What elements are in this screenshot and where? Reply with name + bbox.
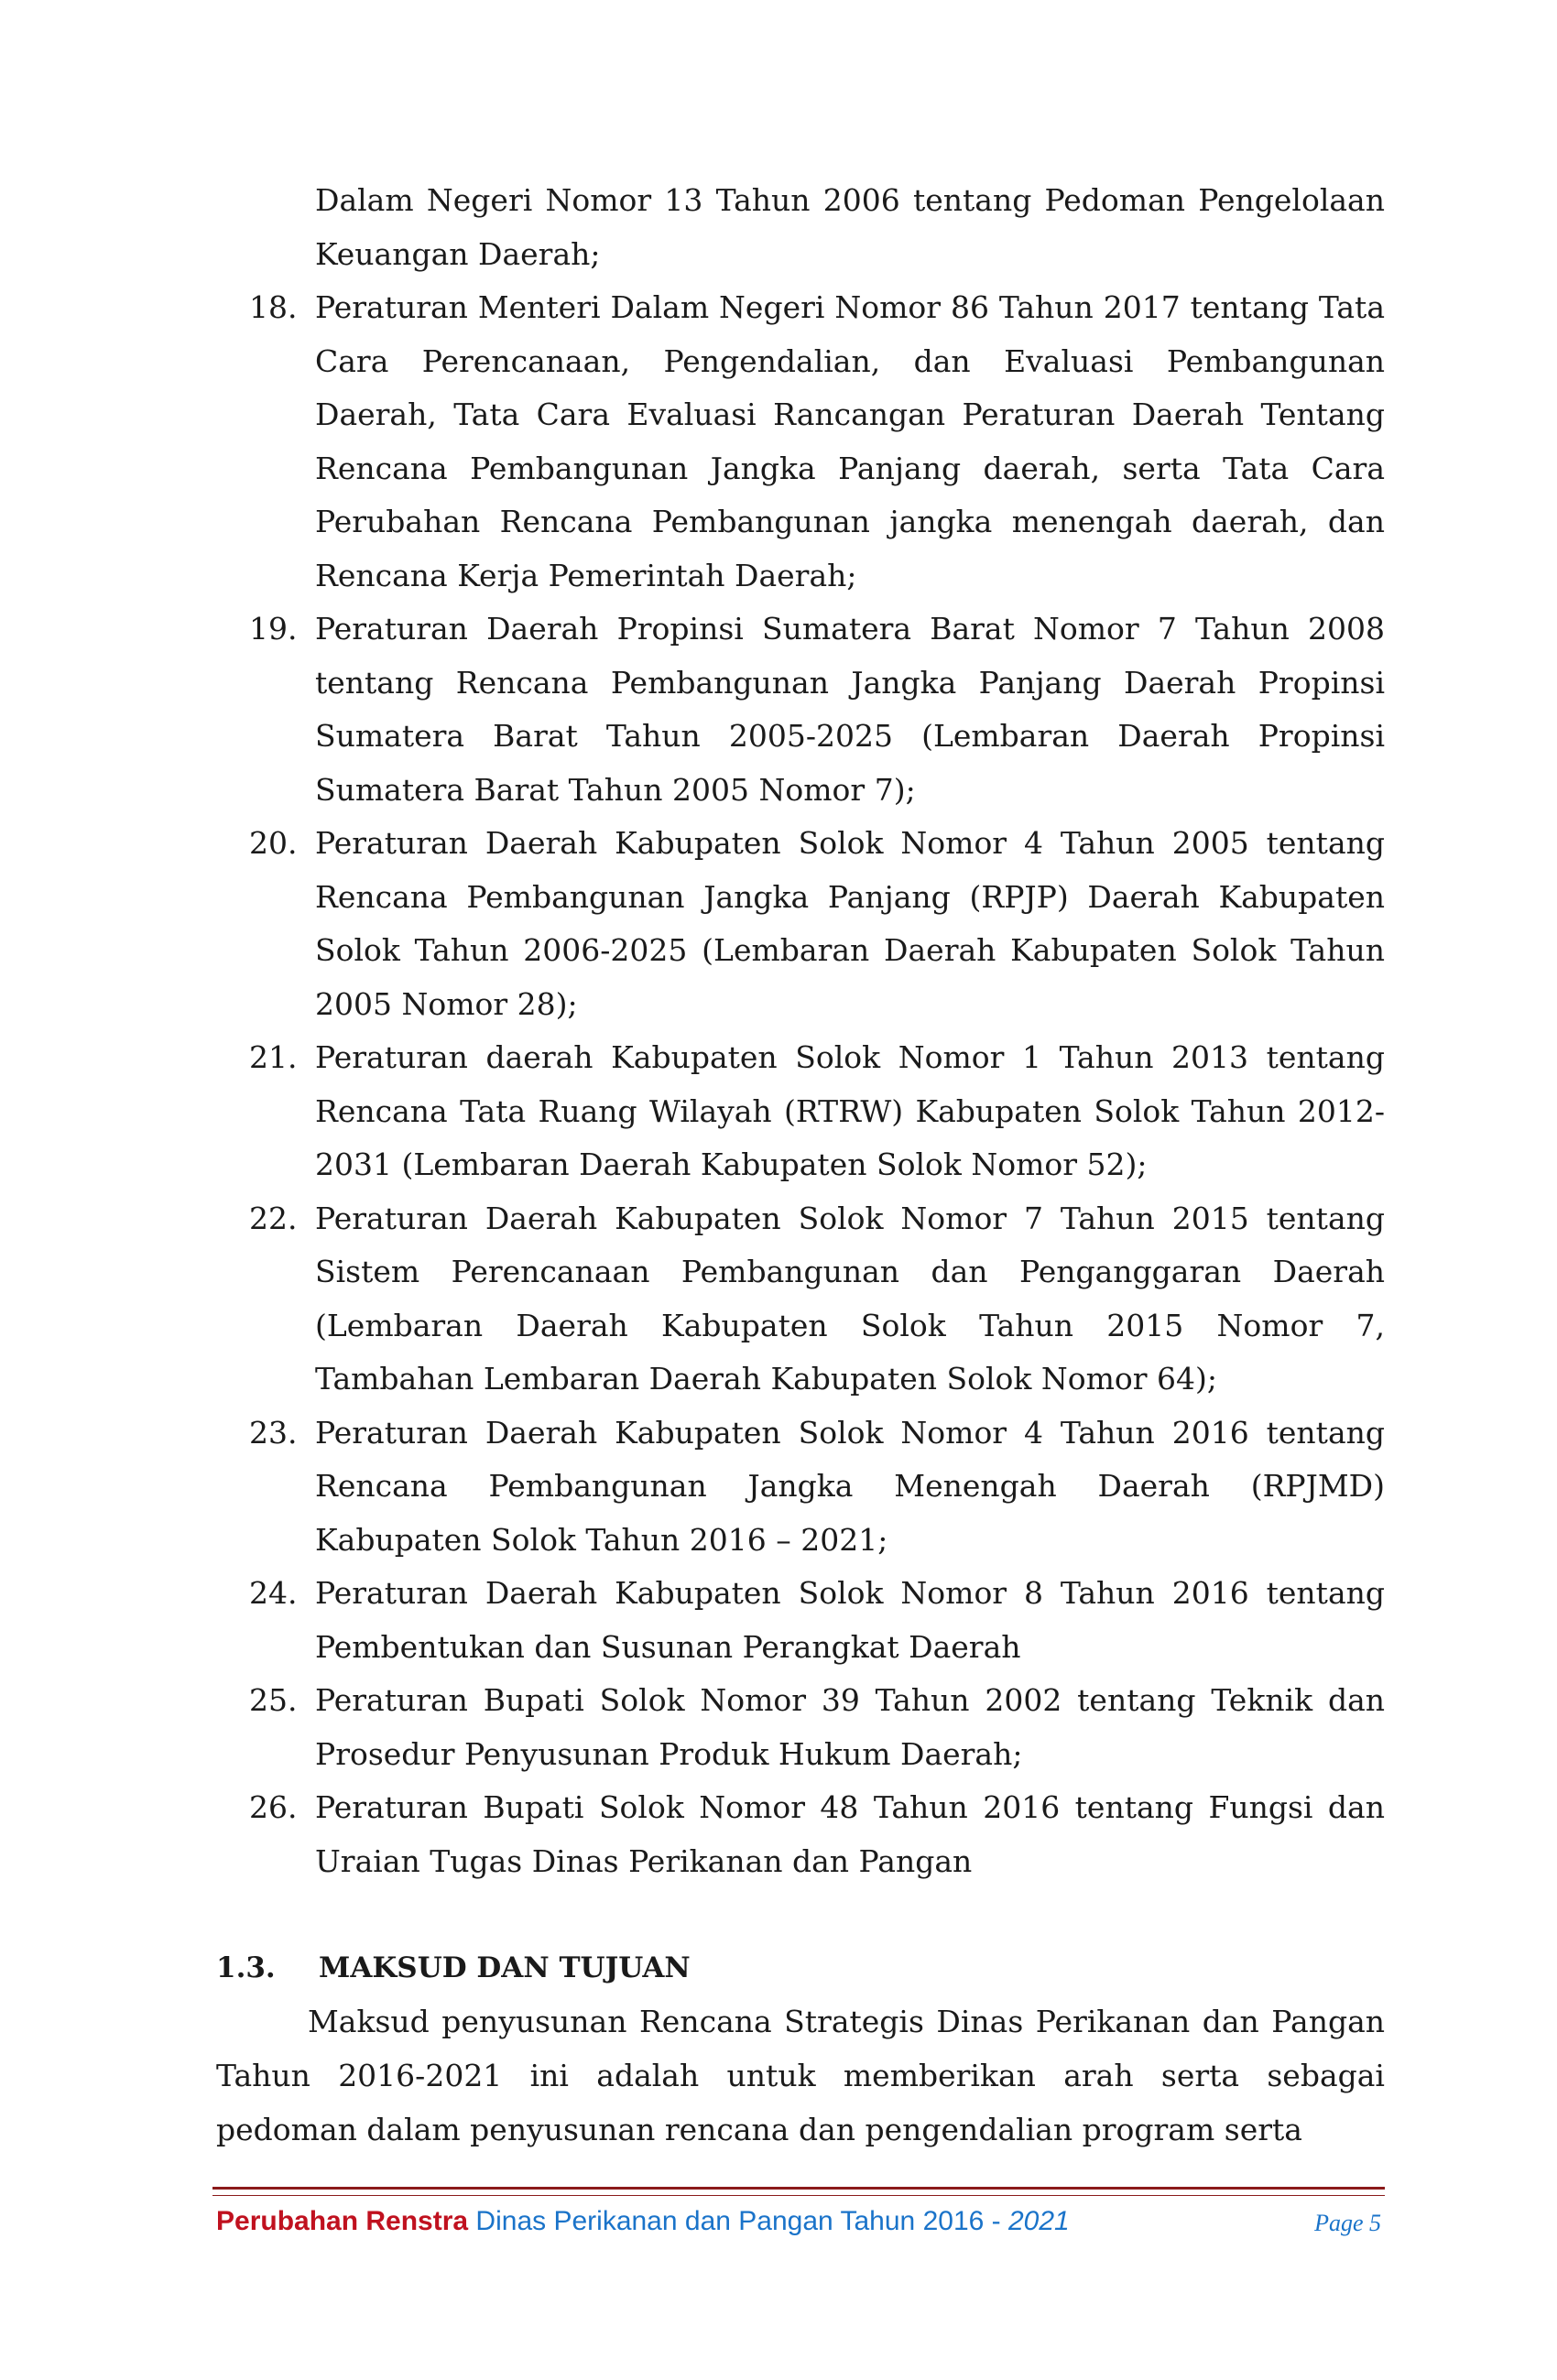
list-item-number: 26. bbox=[249, 1789, 298, 1825]
section-number: 1.3. bbox=[216, 1951, 276, 1984]
list-item-text: Peraturan Daerah Kabupaten Solok Nomor 7 Tahun 2015 tentang Sistem Perencanaan Pembangunan dan Penganggaran Daerah (Lembaran Daerah Kabupaten Solok Tahun 2015 Nomor 7, Tambahan Lembaran Daerah Kabupaten Solok Nomor 64); bbox=[315, 1200, 1385, 1396]
list-item bbox=[216, 1031, 1385, 1192]
list-item bbox=[216, 1674, 1385, 1781]
list-item-number: 24. bbox=[249, 1575, 298, 1611]
section-heading bbox=[216, 1941, 1385, 1994]
page-content bbox=[216, 174, 1385, 2157]
list-item-text: Peraturan daerah Kabupaten Solok Nomor 1 Tahun 2013 tentang Rencana Tata Ruang Wilayah (RTRW) Kabupaten Solok Tahun 2012-2031 (Lembaran Daerah Kabupaten Solok Nomor 52); bbox=[315, 1039, 1385, 1182]
list-continuation-text: Dalam Negeri Nomor 13 Tahun 2006 tentang Pedoman Pengelolaan Keuangan Daerah; bbox=[315, 182, 1385, 272]
list-item-number: 20. bbox=[249, 825, 298, 861]
page-footer bbox=[216, 2201, 1385, 2242]
section-paragraph: Maksud penyusunan Rencana Strategis Dinas Perikanan dan Pangan Tahun 2016-2021 ini adalah untuk memberikan arah serta sebagai pedoman dalam penyusunan rencana dan pengendalian program serta bbox=[216, 2004, 1385, 2147]
list-item bbox=[216, 603, 1385, 817]
list-item bbox=[216, 281, 1385, 603]
list-item-number: 19. bbox=[249, 611, 298, 647]
list-item bbox=[216, 1192, 1385, 1407]
list-item-text: Peraturan Daerah Kabupaten Solok Nomor 8 Tahun 2016 tentang Pembentukan dan Susunan Perangkat Daerah bbox=[315, 1575, 1385, 1665]
list-item bbox=[216, 1407, 1385, 1568]
list-item-text: Peraturan Daerah Propinsi Sumatera Barat Nomor 7 Tahun 2008 tentang Rencana Pembangunan Jangka Panjang Daerah Propinsi Sumatera Barat Tahun 2005-2025 (Lembaran Daerah Propinsi Sumatera Barat Tahun 2005 Nomor 7); bbox=[315, 611, 1385, 808]
list-item bbox=[216, 1567, 1385, 1674]
list-item-number: 22. bbox=[249, 1200, 298, 1236]
page-number: Page 5 bbox=[1314, 2210, 1381, 2236]
list-item-number: 23. bbox=[249, 1414, 298, 1451]
regulation-list bbox=[216, 281, 1385, 1888]
footer-divider bbox=[212, 2187, 1385, 2196]
list-item-number: 18. bbox=[249, 289, 298, 325]
footer-year-end: 2021 bbox=[1007, 2206, 1070, 2236]
list-item-text: Peraturan Daerah Kabupaten Solok Nomor 4 Tahun 2005 tentang Rencana Pembangunan Jangka Panjang (RPJP) Daerah Kabupaten Solok Tahun 2006-2025 (Lembaran Daerah Kabupaten Solok Tahun 2005 Nomor 28); bbox=[315, 825, 1385, 1022]
section-title: MAKSUD DAN TUJUAN bbox=[319, 1951, 691, 1984]
footer-brand: Perubahan Renstra bbox=[216, 2206, 469, 2236]
list-item-text: Peraturan Bupati Solok Nomor 39 Tahun 2002 tentang Teknik dan Prosedur Penyusunan Produk Hukum Daerah; bbox=[315, 1682, 1385, 1772]
footer-subtitle: Dinas Perikanan dan Pangan Tahun 2016 - bbox=[468, 2206, 1008, 2236]
list-item-text: Peraturan Bupati Solok Nomor 48 Tahun 2016 tentang Fungsi dan Uraian Tugas Dinas Perikanan dan Pangan bbox=[315, 1789, 1385, 1879]
list-item-text: Peraturan Menteri Dalam Negeri Nomor 86 Tahun 2017 tentang Tata Cara Perencanaan, Pengendalian, dan Evaluasi Pembangunan Daerah, Tata Cara Evaluasi Rancangan Peraturan Daerah Tentang Rencana Pembangunan Jangka Panjang daerah, serta Tata Cara Perubahan Rencana Pembangunan jangka menengah daerah, dan Rencana Kerja Pemerintah Daerah; bbox=[315, 289, 1385, 593]
list-item-text: Peraturan Daerah Kabupaten Solok Nomor 4 Tahun 2016 tentang Rencana Pembangunan Jangka Menengah Daerah (RPJMD) Kabupaten Solok Tahun 2016 – 2021; bbox=[315, 1414, 1385, 1558]
list-item-number: 21. bbox=[249, 1039, 298, 1075]
list-item bbox=[216, 1781, 1385, 1888]
list-item-number: 25. bbox=[249, 1682, 298, 1718]
list-item bbox=[216, 817, 1385, 1031]
